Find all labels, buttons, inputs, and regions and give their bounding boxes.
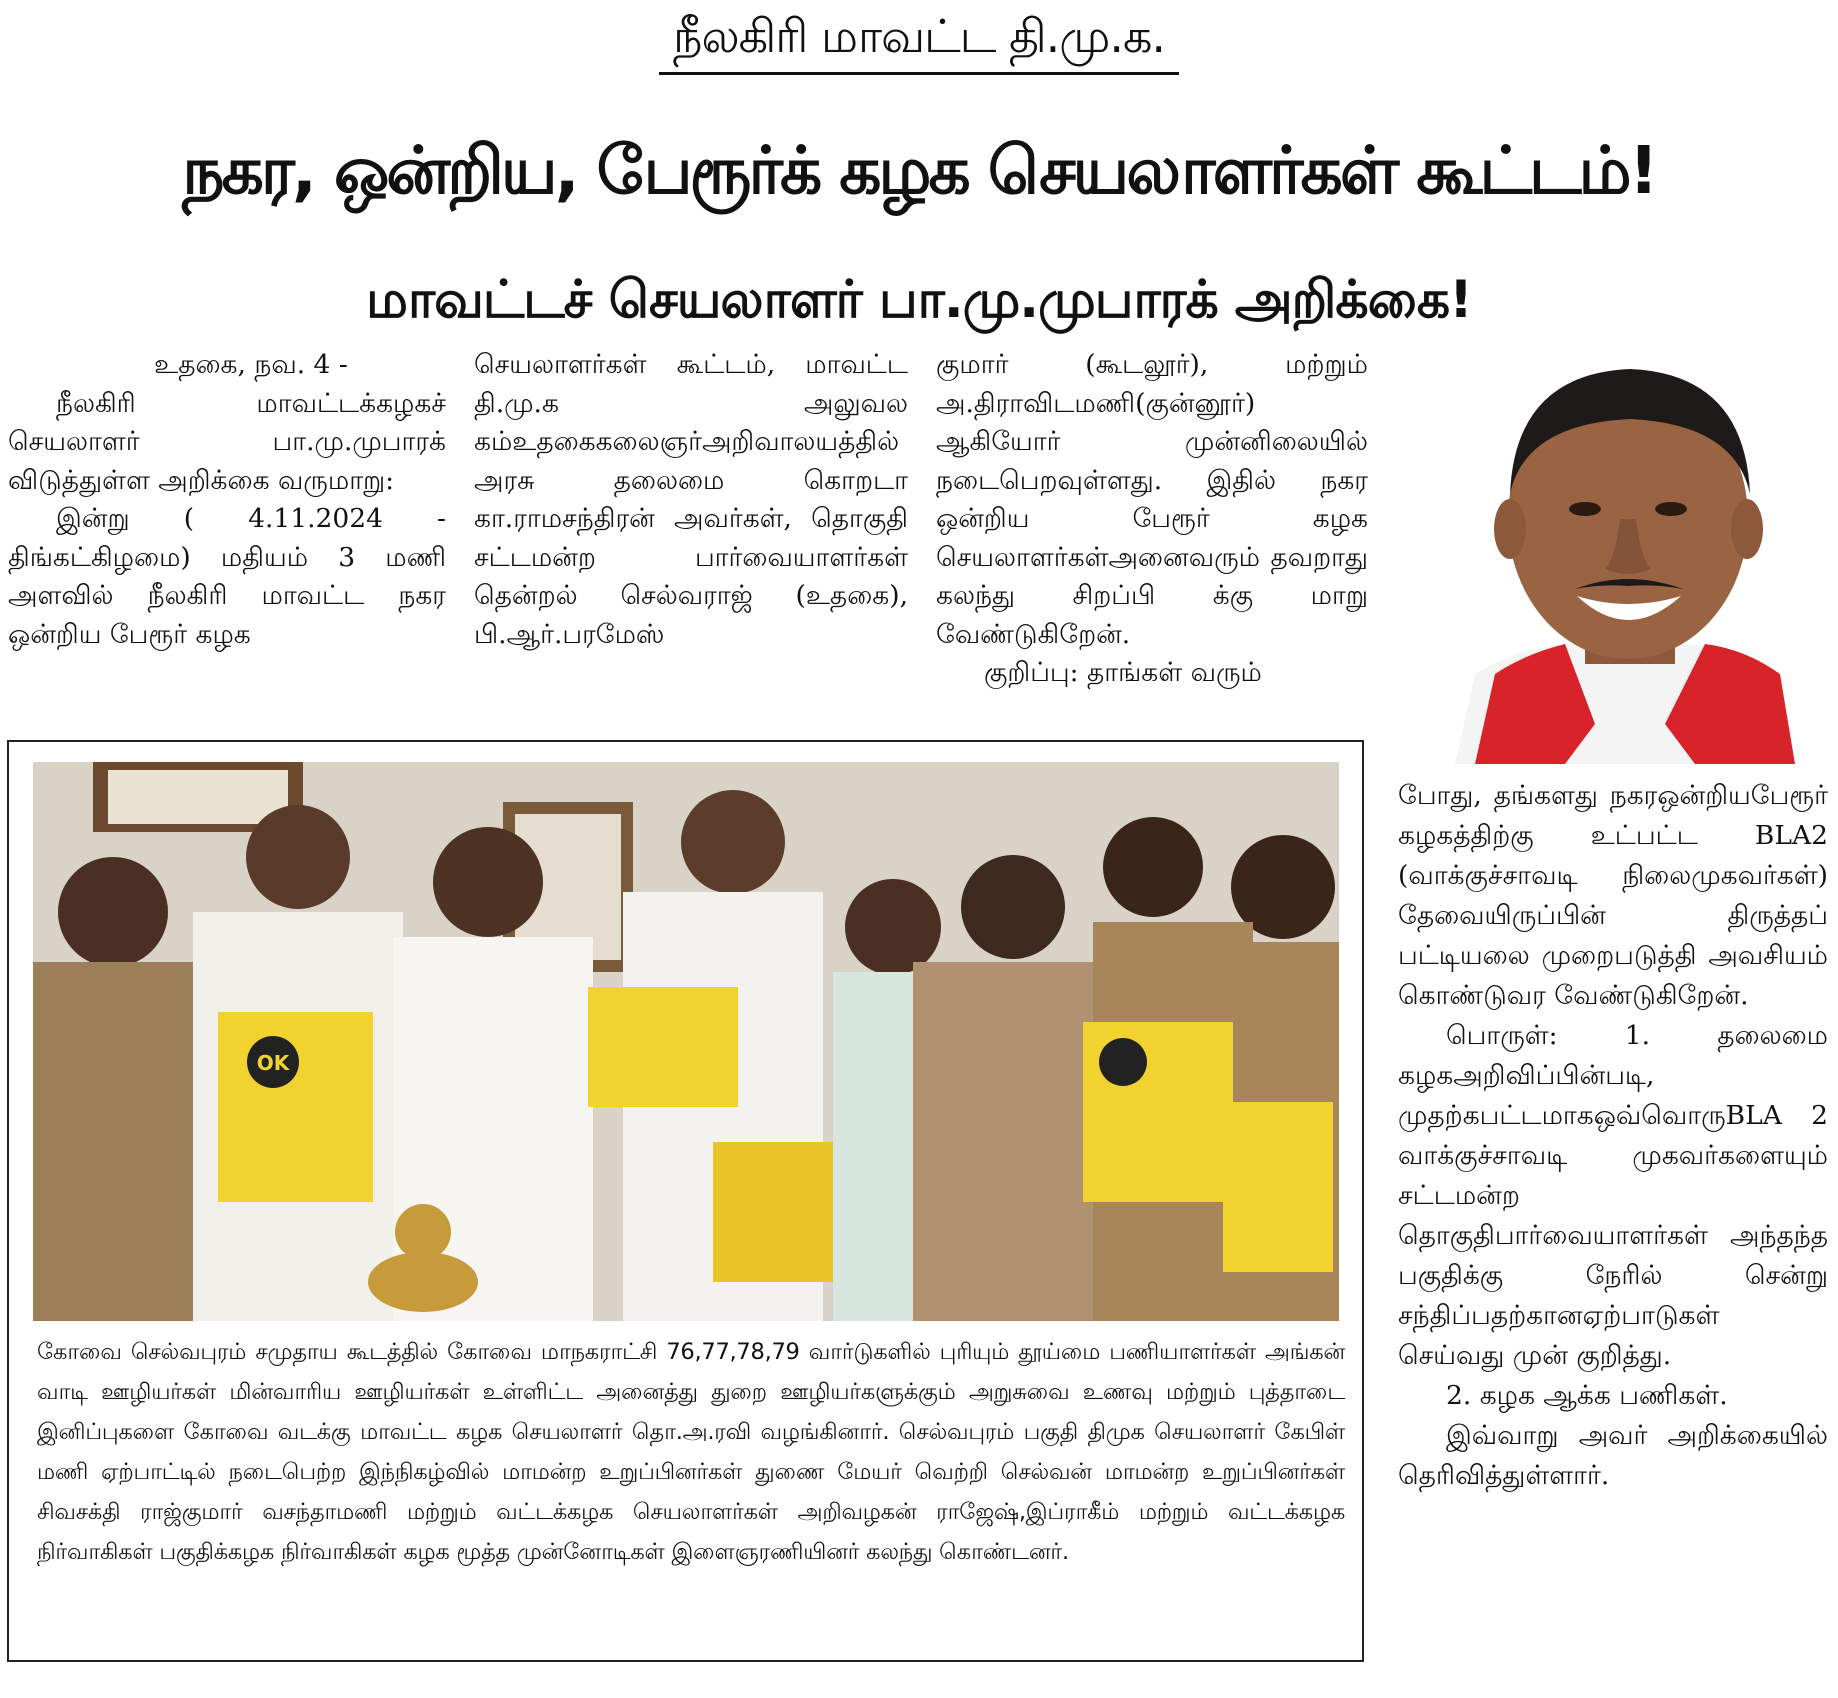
portrait-photo (1415, 344, 1835, 764)
portrait-illustration (1415, 344, 1835, 764)
section-kicker (0, 6, 1838, 75)
paragraph: இன்று ( 4.11.2024 - திங்கட்கிழமை) மதியம் 3 மணி அளவில் நீலகிரி மாவட்ட நகர ஒன்றிய பேரூர் கழக (8, 503, 446, 650)
paragraph: 2. கழக ஆக்க பணிகள். (1446, 1380, 1728, 1411)
paragraph: போது, தங்களது நகரஒன்றியபேரூர் கழகத்திற்கு உட்பட்ட BLA2 (வாக்குச்சாவடி நிலைமுகவர்கள்) தேவையிருப்பின் திருத்தப் பட்டியலை முறைபடுத்தி அவசியம் கொண்டுவர வேண்டுகிறேன். (1398, 780, 1828, 1011)
article-column-3 (936, 346, 1368, 693)
headline: நகர, ஒன்றிய, பேரூர்க் கழக செயலாளர்கள் கூட்டம்! (182, 132, 1656, 209)
paragraph: செயலாளர்கள் கூட்டம், மாவட்ட தி.மு.க அலுவல கம்உதகைகலைஞர்அறிவாலயத்தில் அரசு தலைமை கொறடா கா.ராமசந்திரன் அவர்கள், தொகுதி சட்டமன்ற பார்வையாளர்கள் தென்றல் செல்வராஜ் (உதகை), பி.ஆர்.பரமேஸ் (474, 349, 908, 650)
article-column-4 (1398, 776, 1828, 1496)
paragraph: பொருள்: 1. தலைமை கழகஅறிவிப்பின்படி, முதற்கபட்டமாகஒவ்வொருBLA 2 வாக்குச்சாவடி முகவர்களையும் சட்டமன்ற தொகுதிபார்வையாளர்கள் அந்தந்த பகுதிக்கு நேரில் சென்று சந்திப்பதற்கானஏற்பாடுகள் செய்வது முன் குறித்து. (1398, 1020, 1828, 1371)
paragraph: குறிப்பு: தாங்கள் வரும் (984, 657, 1262, 688)
photo-caption: கோவை செல்வபுரம் சமுதாய கூடத்தில் கோவை மாநகராட்சி 76,77,78,79 வார்டுகளில் புரியும் தூய்மை பணியாளர்கள் அங்கன் வாடி ஊழியர்கள் மின்வாரிய ஊழியர்கள் உள்ளிட்ட அனைத்து துறை ஊழியர்களுக்கும் அறுசுவை உணவு மற்றும் புத்தாடை இனிப்புகளை கோவை வடக்கு மாவட்ட கழக செயலாளர் தொ.அ.ரவி வழங்கினார். செல்வபுரம் பகுதி திமுக செயலாளர் கேபிள் மணி ஏற்பாட்டில் நடைபெற்ற இந்நிகழ்வில் மாமன்ற உறுப்பினர்கள் துணை மேயர் வெற்றி செல்வன் மாமன்ற உறுப்பினர்கள் சிவசக்தி ராஜ்குமார் வசந்தாமணி மற்றும் வட்டக்கழக செயலாளர்கள் அறிவழகன் ராஜேஷ்,இப்ராகீம் மற்றும் வட்டக்கழக நிர்வாகிகள் பகுதிக்கழக நிர்வாகிகள் கழக மூத்த முன்னோடிகள் இளைஞரணியினர் கலந்து கொண்டனர். (37, 1339, 1345, 1565)
paragraph: குமார் (கூடலூர்), மற்றும் அ.திராவிடமணி(குன்னூர்) ஆகியோர் முன்னிலையில் நடைபெறவுள்ளது. இதில் நகர ஒன்றிய பேரூர் கழக செயலாளர்கள்அனைவரும் தவறாது கலந்து சிறப்பி க்கு மாறு வேண்டுகிறேன். (936, 349, 1368, 650)
paragraph: நீலகிரி மாவட்டக்கழகச் செயலாளர் பா.மு.முபாரக் விடுத்துள்ள அறிக்கை வருமாறு: (8, 387, 446, 496)
dateline: உதகை, நவ. 4 - (154, 349, 348, 380)
subheadline: மாவட்டச் செயலாளர் பா.மு.முபாரக் அறிக்கை! (366, 270, 1472, 330)
bag-label: OK (256, 1051, 290, 1075)
event-photo-illustration (33, 762, 1339, 1321)
article-column-1 (8, 346, 446, 654)
article-column-2 (474, 346, 908, 654)
news-photo (33, 762, 1339, 1321)
kicker-text: நீலகிரி மாவட்ட தி.மு.க. (659, 6, 1179, 75)
paragraph: இவ்வாறு அவர் அறிக்கையில் தெரிவித்துள்ளார். (1398, 1420, 1828, 1491)
photo-box (7, 740, 1364, 1662)
